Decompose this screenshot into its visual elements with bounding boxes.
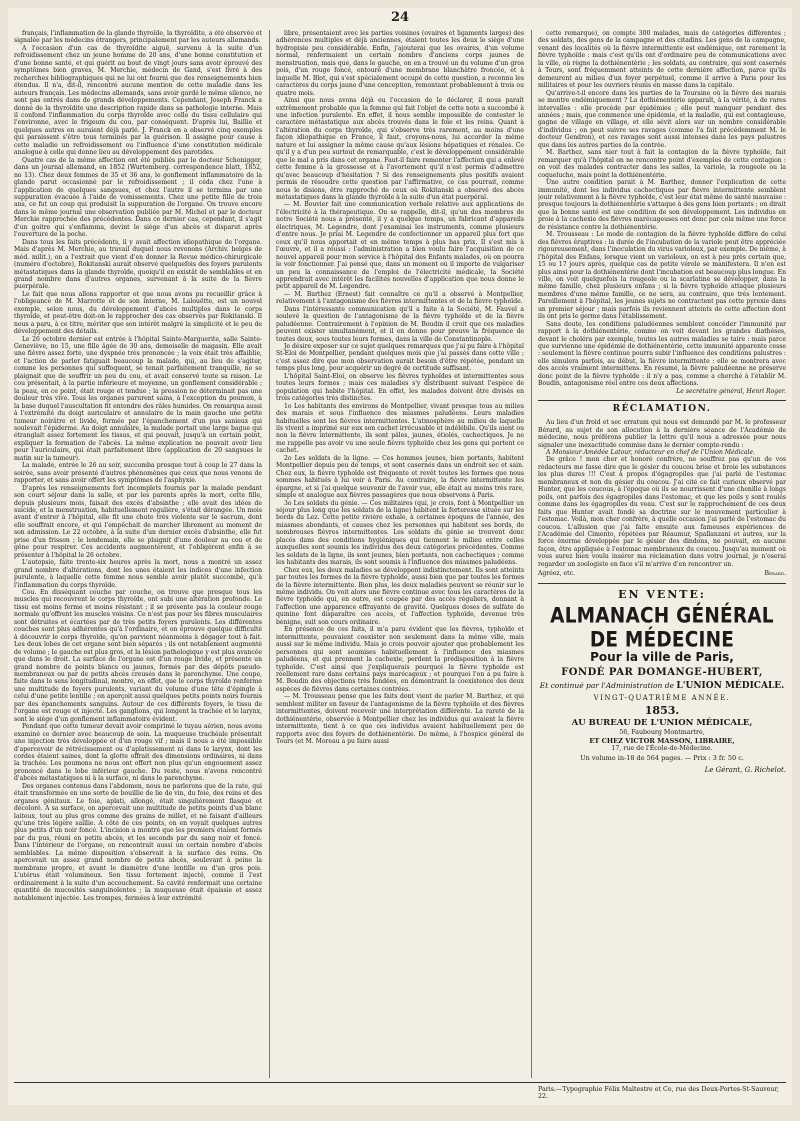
- article-paragraph: Des organes contenus dans l'abdomen, nous ne parlerons que de la rate, qui était transformée en une sorte de bouillie de lie de vin, du foie, des reins et des organes génitaux. Le foie, aplati, allongé, était singulièrement flasque et décoloré. A sa surface, on apercevait une multitude de petits points d'un blanc laiteux, tout au plus gros comme des grains de millet, et ne faisant d'ailleurs qu'une très légère saillie. A côté de ces points, on en voyait quelques autres plus petits d'un noir foncé. L'incision a montré que les premiers étaient formés par du pus, réuni en petits abcès, et les seconds par du sang noir et foncé. Dans l'intérieur de l'organe, on rencontrait aussi un certain nombre d'abcès semblables. La même disposition s'observait à la surface des reins. On apercevait un assez grand nombre de petits abcès, soulevant à peine la membrane propre, et avant le diamètre d'une lentille ou d'un gros pois. L'utérus était volumineux. Son tissu fortement injecté, comme il l'est ordinairement à la suite d'un accouchement. Sa cavité renfermait une certaine quantité de mucosités sanguinolentes ; la muqueuse était épaissie et assez notablement injectée. Les trompes, fermées à leur extrémité: [14, 782, 262, 902]
- ad-sale-label: EN VENTE:: [618, 587, 706, 601]
- ad-title: ALMANACH GÉNÉRAL DE MÉDECINE: [550, 603, 774, 653]
- article-paragraph: Pendant que cette tumeur devait avoir comprimé le tuyau aérien, nous avons examiné ce dernier avec beaucoup de soin. La muqueuse trachéale présentait une injection très développée et d'un rouge vif ; mais il nous a été impossible d'apercevoir de rétrécissement ou d'aplatissement ni dans le larynx, dont les cordes étaient saines, dont la glotte offrait des dimensions ordinaires, ni dans la trachée. Les poumons ne nous ont offert non plus qu'un engouement assez prononcé dans le lobe inférieur gauche. Du reste, nous n'avons rencontré d'abcès métastatiques ni à la surface, ni dans le parenchyme.: [14, 723, 262, 783]
- article-paragraph: Quatre cas de la même affection ont été publiés par le docteur Schonigger, dans un journal allemand, en 1852 (Wurtemberg. correspondence blatt, 1852, no 13). Chez deux femmes de 35 et 36 ans, le gonflement inflammatoire de la glande parut occasionné par le refroidissement ; il céda chez l'une à l'application de quelques sangsues, et chez l'autre il se termina par une suppuration évacuée à l'aide de vomissements. Chez une petite fille de trois ans, ce fut un coup qui produisit la suppuration de l'organe. On trouve encore dans le même journal une observation publiée par M. Michel et par le docteur Merchie rapprochée des précédentes. Dans ce dernier cas, cependant, il s'agit d'un goitre qui s'enflamma, devint le siège d'un abcès et disparut après l'ouverture de la poche.: [14, 156, 262, 239]
- ad-continued-prefix: Et continué par l'Administration de: [539, 680, 674, 690]
- article-paragraph: — M. Barthez (Ernest) fait connaître ce qu'il a observé à Montpellier, relativement à l'antagonisme des fièvres intermittentes et de la fièvre typhoïde.: [276, 290, 524, 306]
- column-divider: [269, 30, 270, 1078]
- printer-footer: [14, 1082, 786, 1100]
- letter-salutation: A Monsieur Amédée Latour, rédacteur en chef de l'Union Médicale.: [546, 449, 756, 457]
- section-separator: [538, 400, 786, 401]
- article-paragraph: Dans l'intéressante communication qu'il a faite à la Société, M. Fauvel a soulevé la question de l'antagonisme de la fièvre typhoïde et de la fièvre paludéenne. Contrairement à l'opinion de M. Boudin il croit que ces maladies peuvent exister simultanément, et il en donne pour preuve la fréquence de toutes deux, sous toutes leurs formes, dans la ville de Constantinople.: [276, 305, 524, 343]
- ad-office: AU BUREAU DE L'UNION MÉDICALE,: [571, 717, 753, 728]
- article-paragraph: Chez eux, les deux maladies se développent indistinctement. Ils sont atteints par toutes les formes de la fièvre typhoïde, aussi bien que par toutes les formes de la fièvre intermittente. Bien plus, les deux maladies peuvent se réunir sur le même individu. On voit alors une fièvre continue avec tous les caractères de la fièvre typhoïde qui, en outre, est coupée par des accès réguliers, donnant à l'affection une apparence effrayante de gravité. Quelques doses de sulfate de quinine font disparaître ces accès, et l'affection typhoïde, devenue très bénigne, suit son cours ordinaire.: [276, 566, 524, 626]
- article-paragraph: En présence de ces faits, il m'a paru évident que les fièvres, typhoïde et intermittente, pouvaient coexister non seulement dans la même ville, mais aussi sur le même individu. Mais je crois pouvoir ajouter que probablement les personnes qui sont soumises habituellement à l'influence des miasmes paludéens, et qui prennent la cachexie, perdent la prédisposition à la fièvre typhoïde. C'est ainsi que j'expliquerais pourquoi la fièvre typhoïde est réellement rare dans certains pays marécageux ; et pourquoi l'on a pu faire à M. Boudin des objections très fondées, en démontrant la coexistence des deux espèces de fièvres dans certaines contrées.: [276, 626, 524, 693]
- column-3-society-report: [538, 30, 786, 388]
- article-paragraph: L'hôpital Saint-Eloi, on observe les fièvres typhoïdes et intermittentes sous toutes leurs formes ; mais ces maladies s'y distribuent suivant l'espèce de population qui habite l'hôpital. En effet, les malades doivent être divisés en trois catégories très distinctes.: [276, 372, 524, 403]
- ad-year: 1853.: [644, 703, 680, 717]
- article-paragraph: — M. Bouvier fait une communication verbale relative aux applications de l'électricité à la thérapeutique. On se rappelle, dit-il, qu'un des membres de notre Société nous a présenté, il y a quelque temps, un fabricant d'appareils électriques, M. Legendre, dont j'examinai les instruments, comme plusieurs d'entre nous. Je priai M. Legendre de confectionner un appareil plus fort que ceux qu'il nous apportait et en même temps à plus bas prix. Il s'est mis à l'œuvre, et il a réussi : l'administration a bien voulu faire l'acquisition de ce nouvel appareil pour mon service à l'hôpital des Enfants malades, où on pourra le voir fonctionner. J'ai pensé que, dans un moment où il importe de vulgariser un peu la connaissance de l'emploi de l'électricité médicale, la Société apprendrait avec intérêt les facilités nouvelles d'application que nous donne le petit appareil de M. Legendre.: [276, 201, 524, 291]
- ad-founded: FONDÉ PAR DOMANGE-HUBERT,: [561, 666, 763, 678]
- letter-signature: Bérard.: [764, 570, 786, 578]
- column-divider: [531, 30, 532, 1078]
- article-paragraph: Je désire exposer sur ce sujet quelques remarques que j'ai pu faire à l'hôpital St-Eloi de Montpellier, pendant quelques mois que j'ai passés dans cette ville ; c'est assez dire que mon observation aurait besoin d'être répétée, pendant un temps plus long, pour acquérir un degré de certitude suffisant.: [276, 343, 524, 373]
- ad-subtitle: Pour la ville de Paris,: [590, 649, 734, 664]
- ad-continued: [538, 681, 786, 691]
- article-paragraph: M. Barthez, sans nier tout à fait la contagion de la fièvre typhoïde, fait remarquer qu'à l'hôpital on ne rencontre point d'exemples de cette contagion : on voit des malades contracter dans les salles, la variole, la rougeole ou la coqueluche, mais point la dothiénentérie.: [538, 149, 786, 179]
- article-paragraph: 3o Les soldats du génie. — Ces militaires (qui, je crois, font à Montpellier un séjour plus long que les soldats de la ligne) habitent la forteresse située sur les bords du Lez. Cette petite rivière exhale, à certaines époques de l'année, des miasmes abondants, et causes chez les personnes qui habitent ses bords, de nombreuses fièvres intermittentes. Les soldats du génie se trouvent donc placés dans des conditions hygiéniques qui tiennent le milieu entre celles auxquelles sont soumis les individus des deux catégories précédentes. Comme les soldats de la ligne, ils sont jeunes, bien portants, non cachectiques ; comme les habitants des marais, ils sont soumis à l'influence des miasmes paludéens.: [276, 499, 524, 567]
- article-paragraph: libre, présentaient avec les parties voisines (ovaires et ligaments larges) des adhérences multiples et déjà anciennes, étaient toutes les deux le siège d'une hydropisie peu considérable. Enfin, j'ajouterai que les ovaires, d'un volume normal, renfermaient un certain nombre d'anciens corps jaunes de menstruation, mais que, dans le gauche, on en a trouvé un du volume d'un gros pois, d'un rouge foncé, entouré d'une membrane blanchâtre froncée, et à laquelle M. Blot, qui s'est spécialement occupé de cette question, a reconnu les caractères du corps jaune d'une conception, remontant probablement à trois ou quatre mois.: [276, 30, 524, 97]
- column-1: [14, 30, 262, 1078]
- reclamation-title: RÉCLAMATION.: [612, 404, 712, 415]
- article-paragraph: Qu'arrive-t-il encore dans les parties de la Touraine où la fièvre des marais se montre endémiquement ? La dothiénentérie apparaît, à la vérité, à de rares intervalles : elle procède par épidémies ; elle peut manquer pendant des années ; mais, que commence une épidémie, et la maladie, qui est contagieuse, gagne de village en village, et elle sévit alors sur un nombre considérable d'individus ; on peut suivre ses ravages (comme l'a fait précédemment M. le docteur Gendron), et ces ravages sont aussi intenses dans les pays palustres que dans les autres parties de la contrée.: [538, 89, 786, 149]
- ad-also: ET CHEZ VICTOR MASSON, LIBRAIRE,: [589, 736, 735, 745]
- article-paragraph: Le fait que nous allons rapporter et que nous avons pu recueillir grâce à l'obligeance de M. Marrotte et de son interne, M. Lalouëtte, est un nouvel exemple, selon nous, du développement d'abcès multiples dans le corps thyroïde, et peut-être doit-on le rapprocher des cas observés par Rokitanski. Il nous a paru, à ce titre, mériter que son intérêt malgré la simplicité et le peu de développement des détails.: [14, 290, 262, 336]
- section-separator: [538, 583, 786, 584]
- column-2: [276, 30, 524, 1078]
- article-paragraph: 2o Les soldats de la ligne. — Ces hommes jeunes, bien portants, habitent Montpellier depuis peu de temps, et sont casernés dans un endroit sec et sain. Chez eux, la fièvre typhoïde est fréquente et revêt toutes les formes que nous sommes habitués à lui voir à Paris. Au contraire, la fièvre intermittente les épargne, et si j'ai quelque souvenir de l'avoir vue, elle était au moins très rare, simple et analogue aux fièvres passagères que nous observons à Paris.: [276, 454, 524, 500]
- newspaper-page: [8, 8, 792, 1105]
- article-paragraph: D'après les renseignements fort incomplets fournis par la malade pendant son court séjour dans la salle, et par les parents après la mort, cette fille, depuis plusieurs mois, faisait des excès d'absinthe ; elle avait des idées de suicide, et la menstruation, habituellement régulière, s'était dérangée. Un mois avant d'entrer à l'hôpital, elle fit une chute très violente sur le sacrum, dont elle souffrait encore, et qui l'empêchait de marcher librement au moment de son admission. Le 22 octobre, à la suite d'un dernier excès d'absinthe, elle fut prise d'un frisson ; le lendemain, elle se plaignit d'une douleur au cou et de gêne pour respirer. Ces accidents augmentèrent, et l'obligèrent enfin à se présenter à l'hôpital le 26 octobre.: [14, 484, 262, 559]
- letter-signature-row: [538, 570, 786, 577]
- text-columns: [14, 30, 786, 1078]
- article-paragraph: La malade, entrée le 26 au soir, succomba presque tout à coup le 27 dans la soirée, sans avoir présenté d'autres phénomènes que ceux que nous venons de rapporter, et sans avoir offert les symptômes de l'asphyxie.: [14, 462, 262, 485]
- article-paragraph: L'autopsie, faite trente-six heures après la mort, nous a montré un assez grand nombre d'altérations, dont les unes étaient les indices d'une infection purulente, à laquelle cette femme nous semble avoir plutôt succombé, qu'à l'inflammation du corps thyroïde.: [14, 559, 262, 589]
- article-paragraph: Dans tous les faits précédents, il y avait affection idiopathique de l'organe. Mais d'après M. Merchie, au travail duquel nous revenons (Archiv. belges de méd. milit.), on a l'extrait que vient d'en donner la Revue médico-chirurgicale (numéro d'octobre), Rokitanski aurait observé quelquefois des foyers purulents métastatiques dans la glande thyroïde, quoiqu'il en existât de semblables et en grand nombre dans d'autres organes, survenant à la suite de la fièvre puerpérale.: [14, 238, 262, 291]
- article-paragraph: 1o Les habitants des environs de Montpellier, vivant presque tous au milieu des marais et sous l'influence des miasmes paludéens. Leurs maladies habituelles sont les fièvres intermittentes. L'atmosphère au milieu de laquelle ils vivent a imprimé sur eux son cachet irrécusable et indélébile. Qu'ils aient ou non la fièvre intermittente, ils sont pâles, jaunes, étiolés, cachectiques. Je ne me rappelle pas avoir vu une seule fièvre typhoïde chez les gens qui portent ce cachet.: [276, 402, 524, 455]
- ad-edition: VINGT-QUATRIÈME ANNÉE.: [593, 693, 731, 702]
- printer-credit: Paris.—Typographie Félix Maltestre et Ce, rue des Deux-Portes-St-Sauveur, 22.: [538, 1086, 779, 1100]
- ad-bookstore: 17, rue de l'École-de-Médecine.: [611, 744, 713, 752]
- secretary-signature: Le secrétaire général, Henri Roger.: [676, 387, 786, 395]
- article-paragraph: A l'occasion d'un cas de thyroïdite aiguë, survenu à la suite d'un refroidissement chez un jeune homme de 20 ans, d'une bonne constitution et d'une bonne santé, et qui guérit au bout de vingt jours sans avoir éprouvé des symptômes bien graves, M. Merchie, médecin de Gand, s'est livré à des recherches bibliographiques qui ne lui ont fourni que des renseignements bien étendus. Il n'a, dit-il, rencontré aucune mention de cette maladie dans les auteurs français. Les médecins allemands, sans avoir gardé le même silence, ne sont pas entrés dans de grands développements. Cependant, Joseph Franck a donné de la thyroïdite une description rapide dans sa pathologie interne. Mais il confond l'inflammation du corps thyroïde avec celle du tissu cellulaire qui l'environne, avec le frigeum du cou, par conséquent. D'après lui, Baillie et quelques autres en auraient déjà parlé. J. Franck en a observé cinq exemples qui paraissent s'être tous terminés par la guérison. Il assigne pour cause à cette maladie un refroidissement ou l'influence d'une constitution médicale analogue à celle qui donne lieu au développement des parotides.: [14, 44, 262, 157]
- article-paragraph: Sans doute, les conditions paludéennes semblent concéder l'immunité par rapport à la dothiénentérie, comme on voit devant les grandes diathèses, devant le choléra par exemple, toutes les autres maladies se taire : mais parce que survienne une épidémie de dothiénentérie, cette immunité apparente cesse : seulement la fièvre continue pourra subir l'influence des conditions palustres : elle simulera parfois, au début, la fièvre intermittente : elle se montrera avec des accès vraiment intermittens. En résumé, la fièvre paludéenne ne préserve donc point de la fièvre typhoïde : il n'y a pas, comme a cherché à l'établir M. Boudin, antagonisme réel entre ces deux affections.: [538, 320, 786, 388]
- page-number: 24: [390, 10, 410, 25]
- article-paragraph: Le 26 octobre dernier est entrée à l'hôpital Sainte-Marguerite, salle Sainte-Geneviève, no 15, une fille âgée de 30 ans, demoiselle de magasin. Elle avait une fièvre assez forte, une dyspnée très prononcée ; la voix était très affaiblie, et l'action de parler fatiguait beaucoup la malade, qui, au lieu de s'agiter, comme les personnes qui suffoquent, se tenait parfaitement tranquille, ne se plaignait que de souffrir un peu du cou, et avait conservé toute sa raison. Le cou présentait, à la partie inférieure et moyenne, un gonflement considérable ; la peau, en ce point, était rouge et tendue ; la pression ne déterminait pas une douleur très vive. Tous les organes parurent sains, à l'exception du poumon, à la base duquel l'auscultation fit entendre des râles humides. On remarqua aussi à l'extrémité du doigt auriculaire et annulaire de la main gauche une petite tumeur noirâtre et livide, formée par l'épanchement d'un pus sanieux qui soulevait l'épiderme. Au doigt annulaire, la malade portait une large bague qui étranglait assez fortement les tissus, et qui pouvait, jusqu'à un certain point, expliquer la formation de l'abcès. La même explication ne pouvait avoir lieu pour l'auriculaire, qui était parfaitement libre (application de 20 sangsues le matin sur la tumeur).: [14, 335, 262, 462]
- reclamation-intro: Au lieu d'un froid et sec erratum qui nous est demandé par M. le professeur Bérard, au sujet de son allocution à la dernière séance de l'Académie de médecine, nous préférons publier la lettre qu'il nous a adressée pour nous signaler une inexactitude commise dans le dernier compte-rendu :: [538, 419, 786, 449]
- ad-continued-org: L'UNION MÉDICALE.: [676, 680, 785, 691]
- article-paragraph: français, l'inflammation de la glande thyroïde, la thyroïdite, a été observée et signalée par les médecins étrangers, principalement par les auteurs allemands.: [14, 30, 262, 45]
- article-paragraph: — M. Trousseau pense que les faits dont vient de parler M. Barthez, et qui semblent militer en faveur de l'antagonisme de la fièvre typhoïde et des fièvres intermittentes, doivent recevoir une interprétation différente. La rareté de la dothiénentérie, observée à Montpellier chez les individus qui avaient la fièvre intermittente, tient à ce que ces individus avaient habituellement peu de rapports avec des foyers de dothiénentérie. De même, à l'hospice général de Tours (et M. Moreau a pu faire aussi: [276, 693, 524, 746]
- letter-body: De grâce ! mon cher et honoré confrère, ne souffrez pas qu'un de vos rédacteurs me fasse dire que le gésier du coucou brise et broie les substances les plus dures !!! C'est à propos d'égagropiles que j'ai parlé de l'estomac membraneux et non du gésier du coucou. J'ai cité ce fait curieux observé par Hunter, que les coucous, à l'époque où ils se nourrissent d'une chenille à longs poils, ont parfois des égagropiles dans l'estomac, et que les poils y sont roulés comme dans les égagropiles du veau. C'est sur le rapprochement de ces deux faits que Hunter avait fondé sa doctrine sur le mouvement particulier à l'estomac. Voilà, mon cher confrère, à quelle occasion j'ai parlé de l'estomac du coucou. L'allusion que j'ai faite ensuite aux fameuses expériences de l'Académie del Cimento, répétées par Réaumur, Spallanzani et autres, sur la force énorme développée par le gésier des dindons, ne pouvait, en aucune façon, être appliquée à l'estomac membraneux du coucou. Jusqu'au moment où vous aurez bien voulu insérer ma réclamation dans votre journal, je n'oserai regarder un zoologiste en face s'il m'arrive d'en rencontrer un.: [538, 456, 786, 568]
- column-3: [538, 30, 786, 1078]
- ad-address: 56, Faubourg Montmartre,: [619, 728, 705, 736]
- ad-format: Un volume in-18 de 564 pages. — Prix : 3 fr. 50 c.: [580, 753, 744, 762]
- gerant-signature: Le Gérant, G. Richelot.: [704, 765, 786, 774]
- article-paragraph: Cou. En disséquant couche par couche, on trouve que presque tous les muscles qui recouvrent le corps thyroïde, ont subi une altération profonde. Le tissu est moins ferme et moins résistant ; il se présente pas la couleur rouge normale qu'offrent les muscles voisins. Ce n'est pas pour les fibres musculaires sont détruites et écartées par de très petits foyers purulents. Les différentes couches sont plus adhérentes qu'à l'ordinaire, et on éprouve quelque difficulté à découvrir le corps thyroïde, qu'on parvient néanmoins à dégager tout à fait. Les deux lobes de cet organe sont bien séparés ; ils ont notablement augmenté de volume ; le gauche est plus gros, et la lésion pathologique y est plus avancée que dans le droit. La surface de l'organe est d'un rouge livide, et présente un grand nombre de points blancs ou jaunes, formés par des dépôts pseudo-membraneux ou par de petits abcès creusés dans le parenchyme. Une coupe, faite dans le sens longitudinal, montre, en effet, que le corps thyroïde renferme une multitude de foyers purulents, variant du volume d'une tête d'épingle à celui d'une petite lentille ; on aperçoit aussi quelques petits points noirs fournis par des épanchements sanguins. Autour de ces différents foyers, le tissu de l'organe est rouge et injecté. Les ganglions, qui longent la trachée et le larynx, sont le siège d'un gonflement inflammatoire évident.: [14, 588, 262, 723]
- article-paragraph: cette remarque), on compte 300 malades, mais de catégories différentes ; des soldats, des gens de la campagne et des citadins. Les gens de la campagne, venant des localités où la fièvre intermittente est endémique, ont rarement la fièvre typhoïde : mais c'est qu'ils ont d'ordinaire peu de communications avec la ville, où règne la dothiénentérie ; les soldats, au contraire, qui sont casernés à Tours, sont fréquemment atteints de cette dernière affection, parce qu'ils demeurent au milieu d'un foyer perpétuel, comme il arrive à Paris pour les militaires et pour les ouvriers réunis en masse dans la capitale.: [538, 30, 786, 90]
- article-paragraph: Une autre condition parait à M. Barthez, donner l'explication de cette immunité, dont les individus cachectiques par fièvre intermittente semblent jouir relativement à la fièvre typhoïde, c'est leur état même de santé mauvaise : presque toujours la dothiénentérie s'attaque à des gens bien portants ; on dirait que la bonne santé est une condition de son développement. Les individus en proie à la cachexie des fièvres marécageuses ont donc par cela même une force de résistance contre la dothiénentérie.: [538, 179, 786, 231]
- almanac-advertisement: [538, 588, 786, 763]
- letter-closing: Agréez, etc.: [538, 570, 575, 578]
- article-paragraph: M. Trousseau : Le mode de contagion de la fièvre typhoïde diffère de celui des fièvres éruptives : la durée de l'incubation de la variole peut être appréciée rigoureusement, dans l'inoculation du virus varioleux, par exemple. De même, à l'hôpital des Enfans, lorsque vient un varioleux, on est à peu près certain que, 15 ou 17 jours après, quelque cas de petite vérole se manifestera. Il n'en est plus ainsi pour la dothiénentérie dont l'incubation est beaucoup plus longue. En ville, on voit quelquefois la rougeole ou la scarlatine se développer, dans la même famille, chez plusieurs enfans ; si la fièvre typhoïde attaque plusieurs membres d'une même famille, ce ne sera, au contraire, que très lentement. Pareillement à l'hôpital, les jeunes sujets ne contractent pas cette pyrexie dans un premier séjour ; mais parfois ils reviennent atteints de cette affection dont ils ont pris le germe dans l'établissement.: [538, 231, 786, 321]
- article-paragraph: Ainsi que nous avons déjà eu l'occasion de le déclarer, il nous paraît extrêmement probable que la femme qui fait l'objet de cette note a succombé à une infection purulente. En effet, il nous semble impossible de contester le caractère métastatique aux abcès trouvés dans le foie et les reins. Quant à l'altération du corps thyroïde, qui s'observe très rarement, au moins d'une façon idiopathique en France, il faut, croyons-nous, lui accorder la même nature et lui assigner la même cause qu'aux lésions hépatiques et rénales. Ce qu'il y a d'un peu surtout de remarquable, c'est le développement considérable que le mal a pris dans cet organe. Faut-il faire remonter l'affection qui a enlevé cette femme à la grossesse et à l'avortement qu'il n'est permis d'admettre qu'avec beaucoup d'hésitation ? Si des renseignements plus positifs avaient permis de résoudre cette question par l'affirmative, ce cas pourrait, comme nous le disions, être rapproché de ceux où Rokitanski a observé des abcès métastatiques dans la glande thyroïde à la suite d'un état puerpéral.: [276, 97, 524, 201]
